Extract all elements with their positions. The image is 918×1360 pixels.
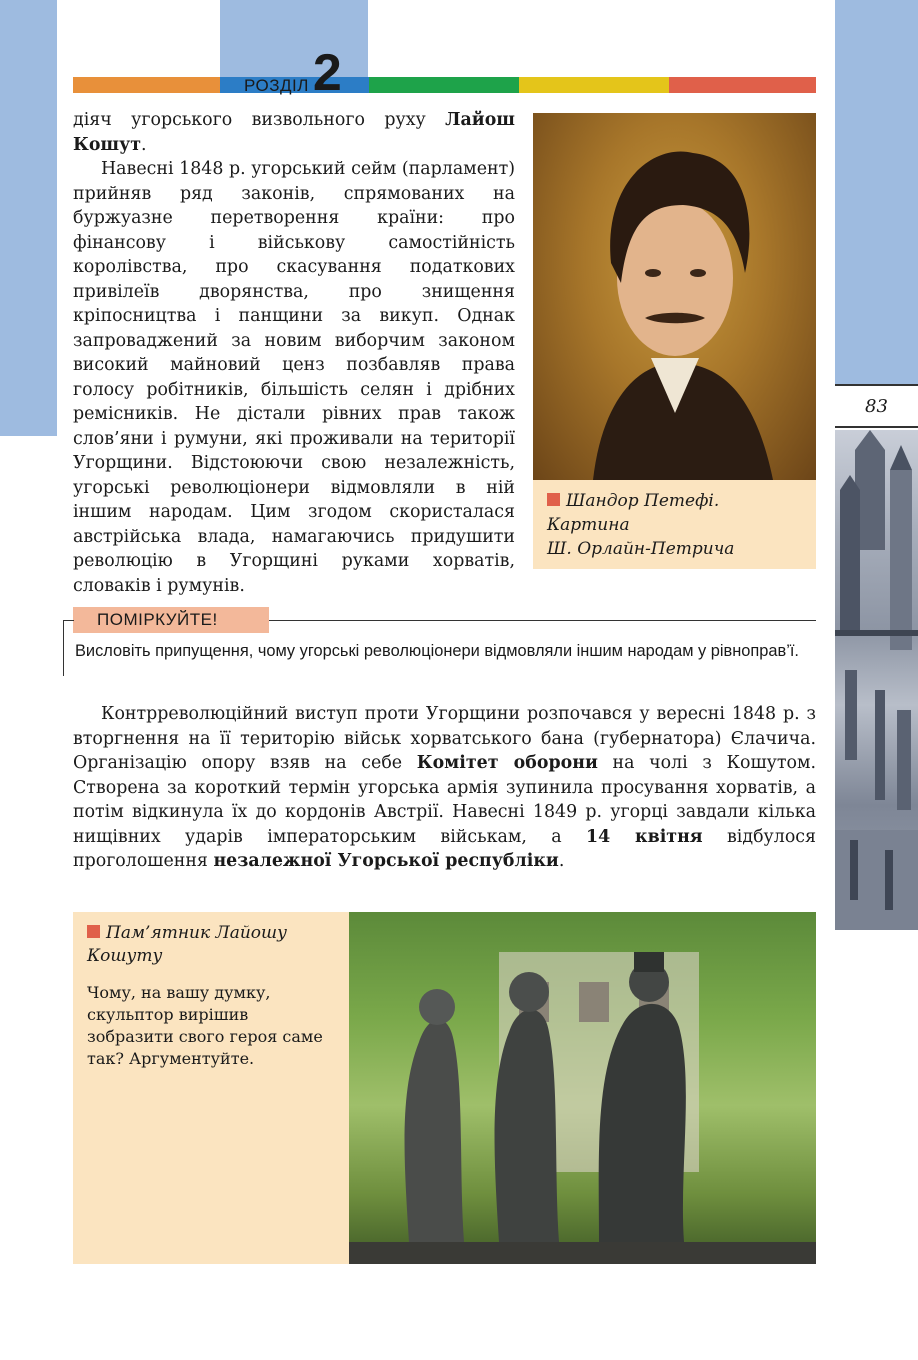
paragraph-1-text: діяч угорського визвольного руху xyxy=(73,110,446,130)
right-decor-band xyxy=(835,0,918,384)
monument-caption-line-1 xyxy=(87,922,335,945)
think-label: ПОМІРКУЙТЕ! xyxy=(73,607,269,633)
color-segment-yellow xyxy=(519,77,669,93)
main-text-a: Контрреволюційний виступ проти Угорщини розпочався у вересні 1848 р. з вторгнення на її територію військ хорватського бана (губернатора) Єлачича. Організацію опору взяв на себе xyxy=(73,704,816,773)
main-bold-committee: Комітет оборони xyxy=(416,753,598,773)
page-number: 83 xyxy=(835,384,918,428)
chapter-word: РОЗДІЛ xyxy=(244,76,309,95)
portrait-caption xyxy=(547,489,807,561)
think-divider-line xyxy=(269,620,816,621)
main-text-d: . xyxy=(558,851,565,871)
portrait-caption-line-2: Картина xyxy=(547,515,630,535)
kossuth-bold: Лайош Кошут xyxy=(73,110,515,155)
left-decor-band xyxy=(0,0,57,436)
paragraph-1-end: . xyxy=(141,134,147,155)
main-paragraph xyxy=(73,702,816,874)
caption-marker-icon xyxy=(547,493,560,506)
chapter-number: 2 xyxy=(312,44,342,102)
main-text-c: відбулося проголошення xyxy=(73,826,817,871)
monument-caption-box xyxy=(73,912,349,1264)
engraving-illustration xyxy=(835,430,918,930)
portrait-caption-title: Шандор Петефі. xyxy=(566,491,720,511)
monument-caption-line-2: Кошуту xyxy=(87,946,163,966)
monument-photo xyxy=(349,912,816,1264)
think-bracket xyxy=(63,620,74,676)
monument-caption xyxy=(87,922,335,968)
chapter-color-bar xyxy=(73,77,816,93)
portrait-caption-line-3: Ш. Орлайн-Петрича xyxy=(547,539,735,559)
main-bold-republic: незалежної Угорської республіки xyxy=(213,851,559,871)
paragraph-2: Навесні 1848 р. угорський сейм (парламент) прийняв ряд законів, спрямованих на буржуазне перетворення країни: про фінансову і військову самостійність королівства, про скасування податкових привілеїв дворянства, про знищення кріпосництва і панщини за викуп. Однак запроваджений за новим виборчим законом високий майновий ценз позбавляв права голосу робітників, більшість селян і дрібних ремісників. Не дістали рівних прав також слов’яни і румуни, які проживали на території Угорщини. Відстоюючи свою незалежність, угорські революціонери відмовляли в ній іншим народам. Цим згодом скористалася австрійська влада, намагаючись придушити революцію в Угорщині руками хорватів, словаків і румунів. xyxy=(73,159,515,596)
monument-question: Чому, на вашу думку, скульптор вирішив зобразити свого героя саме так? Аргументуйте. xyxy=(87,983,323,1068)
paragraph-1 xyxy=(73,108,515,157)
caption-marker-icon xyxy=(87,925,100,938)
main-text-b: на чолі з Кошутом. Створена за короткий термін угорська армія зупинила просування хорватів, а потім відкинула їх до кордонів Австрії. Навесні 1849 р. угорці завдали кілька нищівних ударів імператорським військам, а xyxy=(73,753,817,847)
color-segment-green xyxy=(369,77,519,93)
chapter-heading xyxy=(244,42,342,102)
left-column-text xyxy=(73,108,515,598)
color-segment-orange xyxy=(73,77,220,93)
monument-caption-title: Пам’ятник Лайошу xyxy=(106,923,288,943)
portrait-image xyxy=(533,113,816,480)
portrait-figure xyxy=(533,113,816,569)
main-bold-date: 14 квітня xyxy=(585,826,703,847)
color-segment-red xyxy=(669,77,816,93)
portrait-caption-line-1 xyxy=(547,489,807,513)
think-question: Висловіть припущення, чому угорські революціонери відмовляли іншим народам у рівноправ’ї. xyxy=(75,642,799,660)
